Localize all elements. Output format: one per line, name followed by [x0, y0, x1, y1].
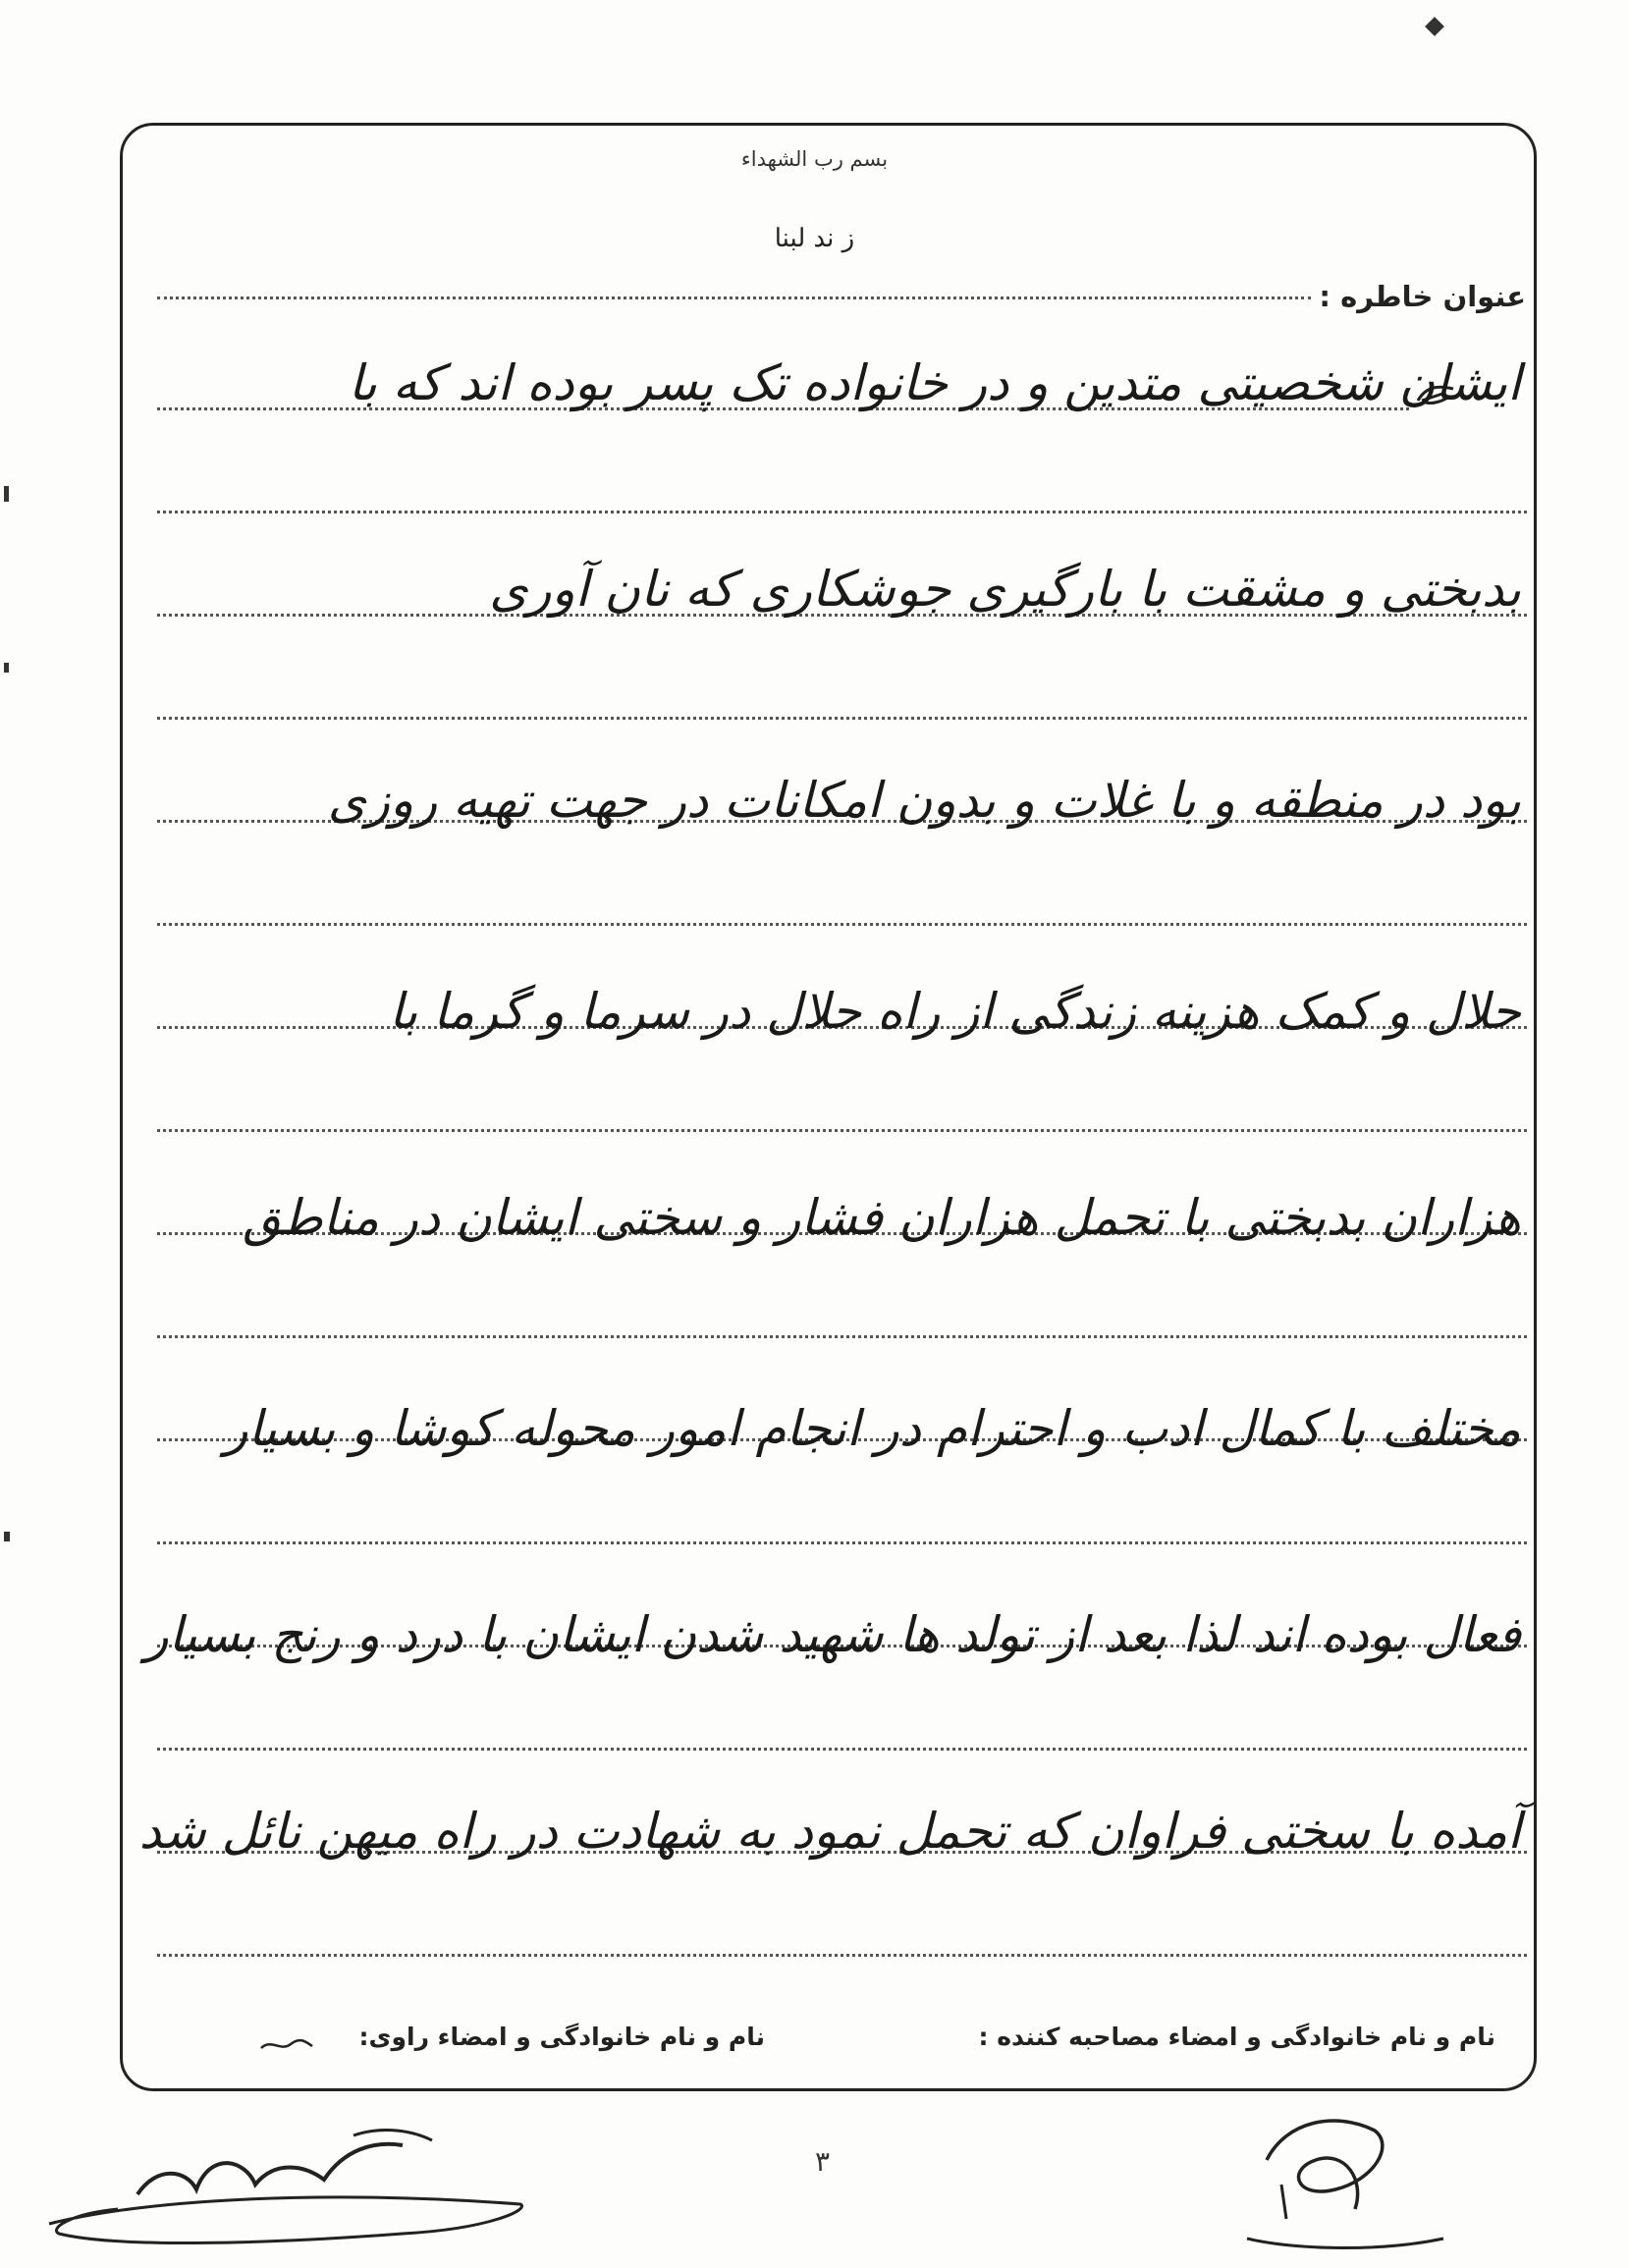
- writing-line: [157, 1954, 1527, 1957]
- memoir-line-1: ایشان شخصیتی متدین و در خانواده تک پسر بوده اند که با: [348, 354, 1521, 411]
- bismillah-heading: بسم رب الشهداء: [740, 147, 889, 171]
- writing-line: [157, 1335, 1527, 1338]
- margin-mark: [1425, 17, 1444, 36]
- memoir-line-8: آمده با سختی فراوان که تحمل نمود به شهادت در راه میهن نائل شد: [138, 1803, 1521, 1860]
- memoir-title-label: عنوان خاطره :: [1319, 280, 1526, 313]
- memoir-line-7: فعال بوده اند لذا بعد از تولد ها شهید شدن ایشان با درد و رنج بسیار: [144, 1606, 1521, 1663]
- writing-line: [157, 717, 1527, 720]
- memoir-line-6: مختلف با کمال ادب و احترام در انجام امور محوله کوشا و بسیار: [224, 1400, 1521, 1457]
- narrator-initial-scribble: [257, 2032, 316, 2056]
- title-dotted-line: [157, 297, 1311, 299]
- margin-mark: [4, 1532, 10, 1541]
- interviewer-signature: [1227, 2101, 1463, 2258]
- writing-line: [157, 1748, 1527, 1751]
- interviewer-signature-label: نام و نام خانوادگی و امضاء مصاحبه کننده :: [978, 2023, 1495, 2051]
- page-number: ۳: [815, 2145, 831, 2178]
- memoir-line-2: بدبختی و مشقت با بارگیری جوشکاری که نان آوری: [489, 561, 1521, 618]
- margin-mark: [4, 663, 9, 673]
- narrator-signature-label: نام و نام خانوادگی و امضاء راوی:: [358, 2023, 765, 2051]
- narrator-signature: [29, 2111, 540, 2258]
- writing-line: [157, 1129, 1527, 1132]
- writing-line: [157, 1541, 1527, 1544]
- memoir-line-3: بود در منطقه و با غلات و بدون امکانات در جهت تهیه روزی: [327, 772, 1521, 829]
- memoir-line-4: حلال و کمک هزینه زندگی از راه حلال در سرما و گرما با: [389, 983, 1521, 1040]
- writing-line: [157, 511, 1527, 513]
- memoir-line-5: هزاران بدبختی با تحمل هزاران فشار و سختی ایشان در مناطق: [243, 1189, 1521, 1246]
- handwritten-subheading: ز ند لبنا: [774, 224, 855, 253]
- margin-mark: [4, 486, 9, 502]
- form-frame: [120, 123, 1537, 2091]
- writing-line: [157, 923, 1527, 926]
